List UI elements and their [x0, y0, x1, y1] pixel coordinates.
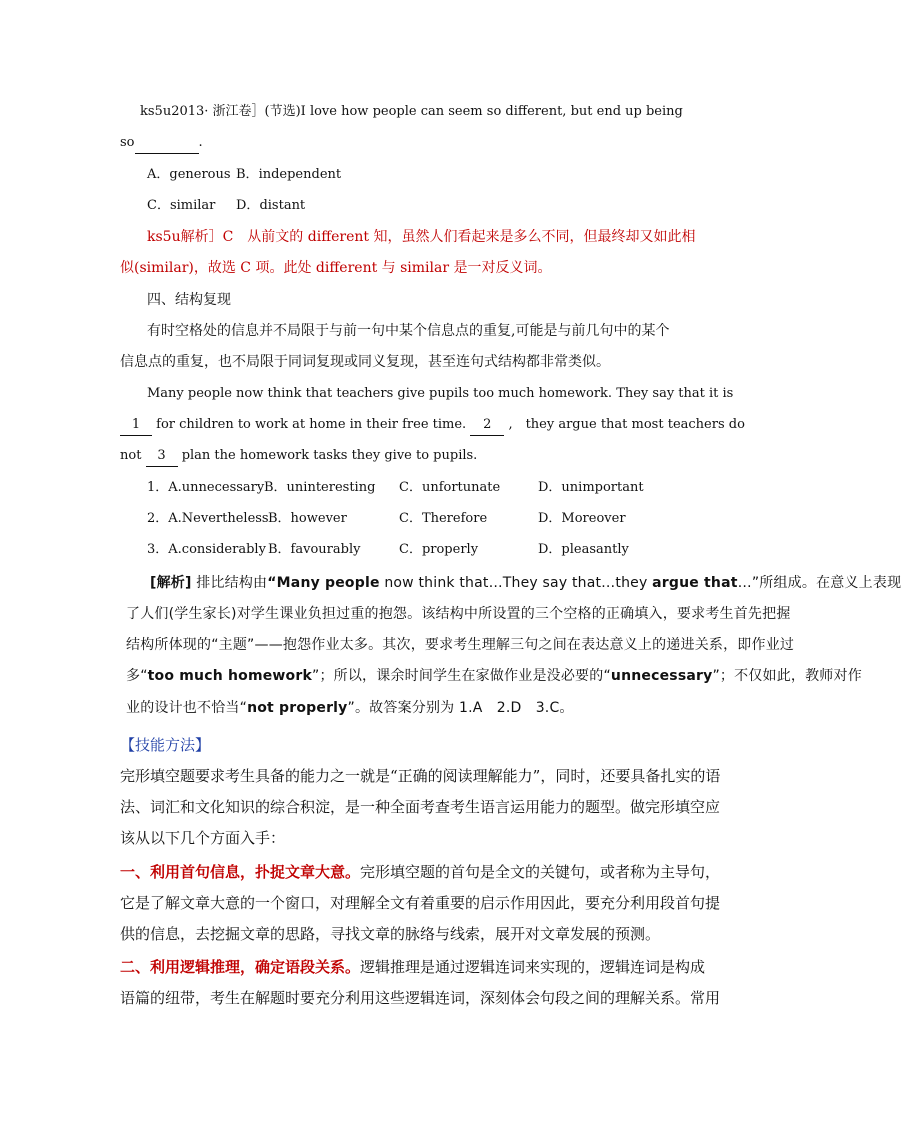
analysis-bold: not properly — [247, 700, 348, 716]
analysis-bold: unnecessary — [610, 668, 713, 684]
method1-line1 — [120, 862, 720, 882]
choice-2-c: C．Therefore — [399, 511, 488, 526]
analysis2-line3: 结构所体现的“主题”——抱怨作业太多。其次，要求考生理解三句之间在表达意义上的递进关系，即作业过 — [126, 637, 795, 653]
passage-line2 — [120, 415, 745, 436]
option-text: independent — [258, 167, 342, 182]
option-d — [236, 196, 305, 216]
analysis2-line1 — [150, 573, 901, 593]
choice-num: 2． — [147, 511, 169, 526]
option-text: generous — [169, 167, 231, 182]
passage-line3 — [120, 446, 477, 467]
blank-2: 2 — [470, 415, 504, 436]
option-letter: C． — [147, 198, 170, 213]
passage-text: for children to work at home in their free time. — [152, 417, 471, 432]
section-para-line1: 有时空格处的信息并不局限于与前一句中某个信息点的重复,可能是与前几句中的某个 — [147, 323, 670, 339]
analysis-text: 多“ — [126, 668, 148, 684]
analysis-text: ”。故答案分别为 1.A 2.D 3.C。 — [347, 700, 574, 716]
question-stem-text: ks5u2013· 浙江卷］(节选)I love how people can seem so different, but end up being — [140, 104, 683, 119]
analysis2-line4 — [126, 666, 862, 686]
analysis-text: ”；不仅如此，教师对作 — [712, 668, 862, 684]
option-c — [147, 196, 215, 216]
passage-text: not — [120, 448, 146, 463]
analysis-text: 排比结构由 — [191, 575, 268, 591]
option-text: distant — [259, 198, 306, 213]
section-para-line2: 信息点的重复，也不局限于同词复现或同义复现，甚至连句式结构都非常类似。 — [120, 354, 610, 370]
choice-3-d: D．pleasantly — [538, 542, 629, 557]
option-letter: B． — [236, 167, 259, 182]
method2-title: 二、利用逻辑推理，确定语段关系。 — [120, 958, 361, 976]
q1-analysis-line2: 似(similar)，故选 C 项。此处 different 与 similar 是一对反义词。 — [120, 260, 552, 276]
method1-line3: 供的信息，去挖掘文章的思路，寻找文章的脉络与线索，展开对文章发展的预测。 — [120, 925, 661, 943]
choice-1-c: C．unfortunate — [399, 480, 501, 495]
section-title: 四、结构复现 — [147, 292, 231, 308]
question-stem — [140, 102, 683, 122]
skills-para-line1: 完形填空题要求考生具备的能力之一就是“正确的阅读理解能力”，同时，还要具备扎实的语 — [120, 767, 721, 785]
choice-3-b: B．favourably — [268, 542, 361, 557]
passage-line1: Many people now think that teachers give pupils too much homework. They say that it is — [147, 386, 734, 401]
q1-analysis-line1: ks5u解析］C 从前文的 different 知，虽然人们看起来是多么不同，但最终却又如此相 — [147, 229, 696, 245]
choice-2-d: D．Moreover — [538, 511, 626, 526]
option-letter: A． — [147, 167, 170, 182]
method1-text: 完形填空题的首句是全文的关键句，或者称为主导句， — [360, 863, 721, 881]
stem-suffix: . — [198, 135, 203, 150]
skills-para-line3: 该从以下几个方面入手： — [120, 829, 286, 847]
choice-3-c: C．properly — [399, 542, 479, 557]
option-letter: D． — [236, 198, 260, 213]
choice-num: 1． — [147, 480, 169, 495]
analysis-bold: “Many people — [267, 575, 380, 591]
skills-heading: 【技能方法】 — [120, 736, 211, 754]
analysis2-line5 — [126, 698, 574, 718]
stem-prefix: so — [120, 135, 135, 150]
method1-line2: 它是了解文章大意的一个窗口，对理解全文有着重要的启示作用因此，要充分利用段首句提 — [120, 894, 721, 912]
choice-2-b: B．however — [268, 511, 347, 526]
choice-a: A.unnecessary — [168, 480, 265, 495]
option-a — [147, 165, 231, 185]
analysis-text: now think that…They say that…they — [379, 575, 653, 591]
choice-1-b: B．uninteresting — [264, 480, 376, 495]
choice-row-3 — [147, 540, 266, 560]
choice-row-2 — [147, 509, 269, 529]
method2-line1 — [120, 957, 705, 977]
option-b — [236, 165, 341, 185]
answer-blank — [135, 133, 199, 154]
choice-a: A.considerably — [168, 542, 266, 557]
analysis2-line2: 了人们(学生家长)对学生课业负担过重的抱怨。该结构中所设置的三个空格的正确填入，要求考生首先把握 — [126, 606, 791, 622]
analysis-label: [解析] — [150, 575, 192, 591]
analysis-text: 业的设计也不恰当“ — [126, 700, 248, 716]
skills-para-line2: 法、词汇和文化知识的综合积淀，是一种全面考查考生语言运用能力的题型。做完形填空应 — [120, 798, 721, 816]
method1-title: 一、利用首句信息，扑捉文章大意。 — [120, 863, 361, 881]
method2-line2: 语篇的纽带，考生在解题时要充分利用这些逻辑连词，深刻体会句段之间的理解关系。常用 — [120, 989, 721, 1007]
method2-text: 逻辑推理是通过逻辑连词来实现的，逻辑连词是构成 — [360, 958, 706, 976]
question-stem-cont — [120, 133, 203, 154]
option-text: similar — [169, 198, 216, 213]
blank-3: 3 — [146, 446, 178, 467]
passage-text: , they argue that most teachers do — [504, 417, 745, 432]
analysis-text: …”所组成。在意义上表现 — [737, 575, 901, 591]
choice-num: 3． — [147, 542, 169, 557]
blank-1: 1 — [120, 415, 152, 436]
choice-a: A.Nevertheless — [168, 511, 269, 526]
analysis-text: ”；所以，课余时间学生在家做作业是没必要的“ — [312, 668, 611, 684]
passage-text: plan the homework tasks they give to pupils. — [177, 448, 478, 463]
choice-1-d: D．unimportant — [538, 480, 644, 495]
analysis-bold: too much homework — [147, 668, 312, 684]
choice-row-1 — [147, 478, 264, 498]
analysis-bold: argue that — [652, 575, 738, 591]
